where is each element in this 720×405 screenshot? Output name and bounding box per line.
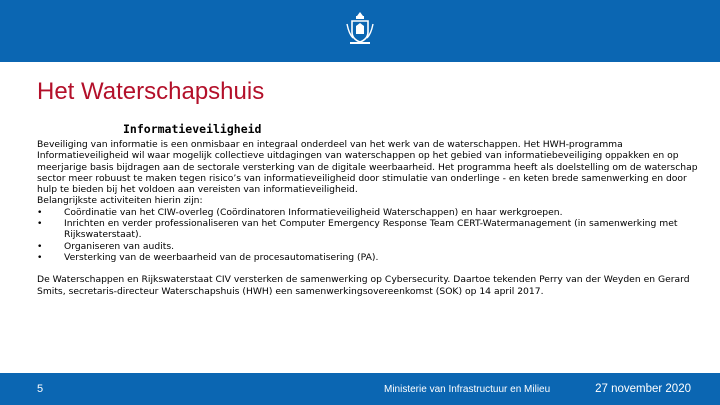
list-item: • Inrichten en verder professionaliseren van het Computer Emergency Response Team CERT-Watermanagement (in samenwerking met Rijkswaterstaat). xyxy=(37,218,678,241)
coat-of-arms-icon xyxy=(344,10,376,46)
section-subtitle: Informatieveiligheid xyxy=(123,122,262,136)
list-item: • Coördinatie van het CIW-overleg (Coördinatoren Informatieveiligheid Waterschappen) en haar werkgroepen. xyxy=(37,206,563,218)
organization-name: Ministerie van Infrastructuur en Milieu xyxy=(384,384,551,395)
bullet-icon: • xyxy=(37,251,43,263)
activity-list xyxy=(37,207,702,263)
list-item: • Versterking van de weerbaarheid van de procesautomatisering (PA). xyxy=(37,251,379,263)
bullet-icon: • xyxy=(37,240,43,252)
page-title: Het Waterschapshuis xyxy=(37,78,265,105)
bullet-icon: • xyxy=(37,218,43,230)
date-label: 27 november 2020 xyxy=(595,383,691,395)
list-item: • Organiseren van audits. xyxy=(37,240,175,252)
header-bar xyxy=(0,0,720,62)
page-number: 5 xyxy=(37,383,44,395)
bullet-icon: • xyxy=(37,206,43,218)
closing-paragraph: De Waterschappen en Rijkswaterstaat CIV versterken de samenwerking op Cybersecurity. Daartoe tekenden Perry van der Weyden en Gerard Smits, secretaris-directeur Waterschapshuis (HWH) een samenwerkingsovereenkomst (SOK) op 14 april 2017. xyxy=(37,274,690,297)
footer-bar xyxy=(0,373,720,405)
body-text xyxy=(37,139,702,297)
intro-paragraph: Beveiliging van informatie is een onmisbaar en integraal onderdeel van het werk van de waterschappen. Het HWH-programma Informatieveiligheid wil waar mogelijk collectieve uitdagingen van waterschappen op het gebied van informatiebeveiliging oppakken en op meerjarige basis bijdragen aan de sectorale versterking van de digitale weerbaarheid. Het programma heeft als doelstelling om de waterschap sector meer robuust te maken tegen risico’s van informatieveiligheid door stimulatie van onderlinge - en keten brede samenwerking en door hulp te bieden bij het voldoen aan vereisten van informatieveiligheid. xyxy=(37,139,698,196)
list-heading: Belangrijkste activiteiten hierin zijn: xyxy=(37,195,203,207)
